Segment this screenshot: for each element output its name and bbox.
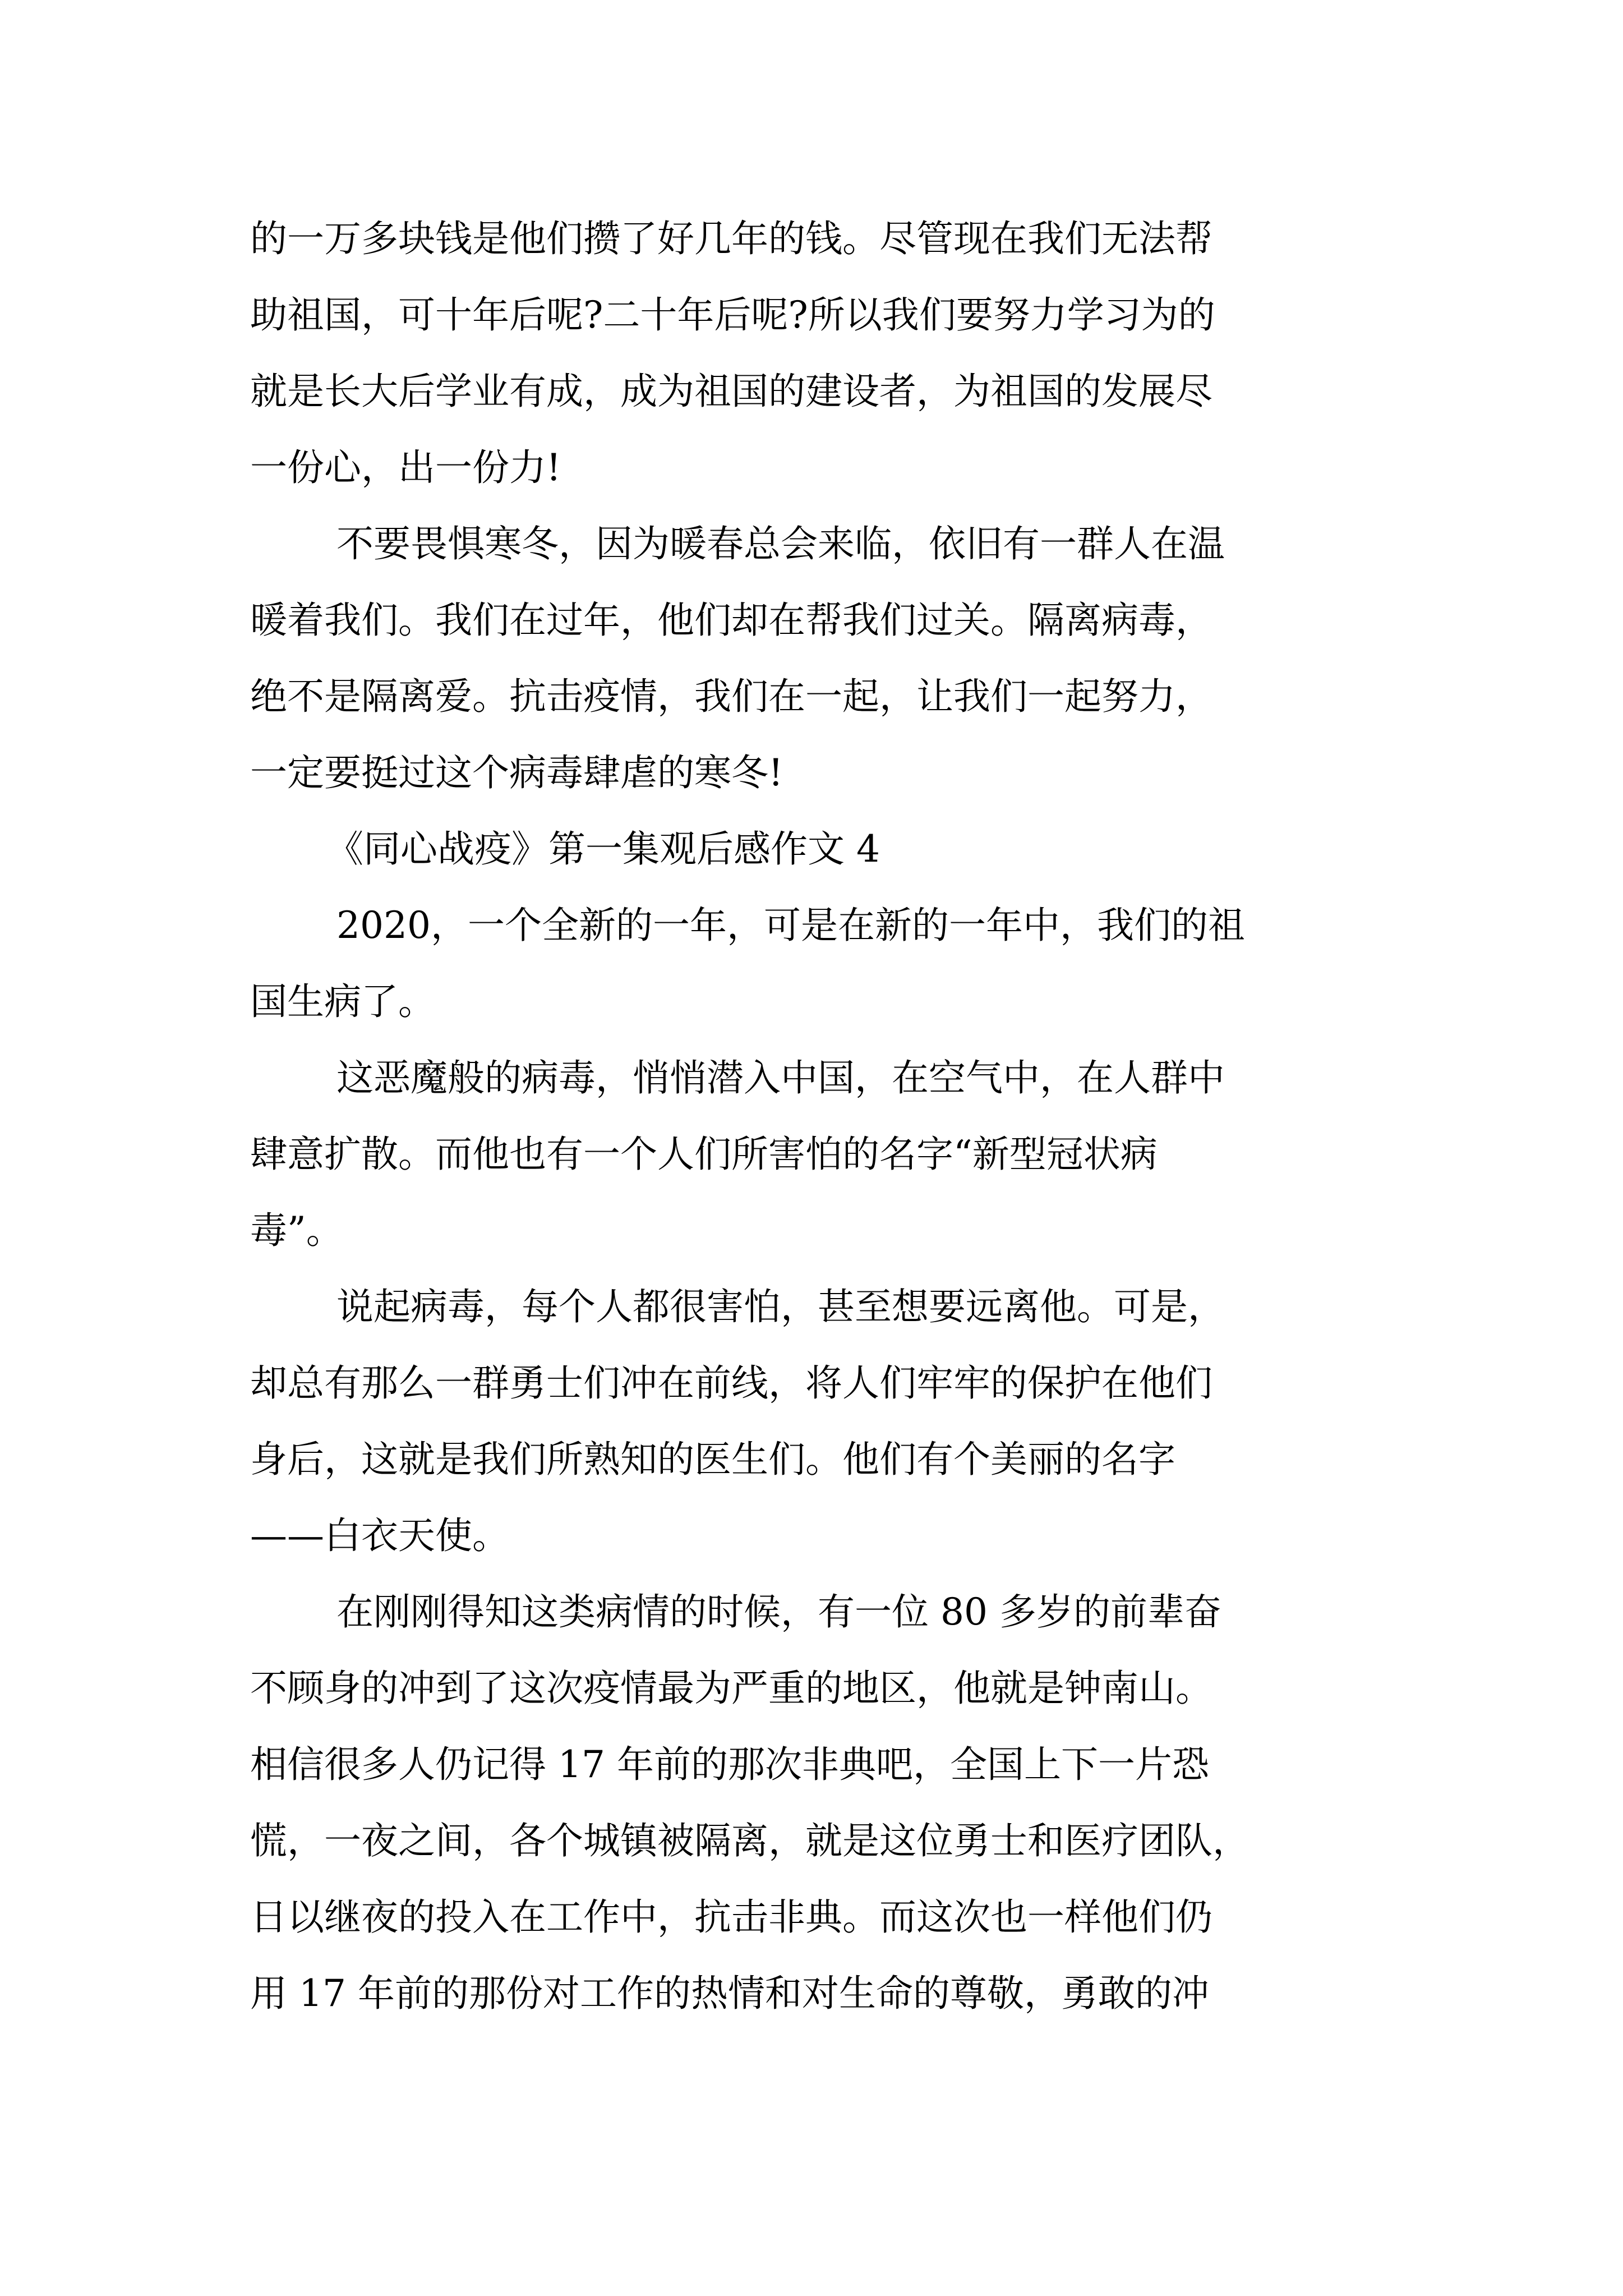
text-line: 一定要挺过这个病毒肆虐的寒冬! — [250, 751, 783, 794]
text-line: 2020，一个全新的一年，可是在新的一年中，我们的祖 — [336, 904, 1245, 947]
text-line: 日以继夜的投入在工作中，抗击非典。而这次也一样他们仍 — [250, 1895, 1212, 1939]
text-line: 绝不是隔离爱。抗击疫情，我们在一起，让我们一起努力， — [250, 675, 1212, 718]
text-line: 助祖国，可十年后呢?二十年后呢?所以我们要努力学习为的 — [250, 293, 1215, 337]
text-line: ——白衣天使。 — [250, 1514, 509, 1557]
text-line: 相信很多人仍记得 17 年前的那次非典吧，全国上下一片恐 — [250, 1743, 1209, 1786]
text-line: 国生病了。 — [250, 980, 435, 1023]
text-line: 不要畏惧寒冬，因为暖春总会来临，依旧有一群人在温 — [336, 522, 1225, 565]
text-line: 毒”。 — [250, 1209, 343, 1252]
text-line: 用 17 年前的那份对工作的热情和对生命的尊敬，勇敢的冲 — [250, 1972, 1209, 2015]
text-line: 就是长大后学业有成，成为祖国的建设者，为祖国的发展尽 — [250, 370, 1212, 413]
text-line: 的一万多块钱是他们攒了好几年的钱。尽管现在我们无法帮 — [250, 217, 1212, 260]
text-line: 慌，一夜之间，各个城镇被隔离，就是这位勇士和医疗团队， — [250, 1819, 1249, 1862]
text-line: 在刚刚得知这类病情的时候，有一位 80 多岁的前辈奋 — [336, 1590, 1221, 1634]
text-line: 这恶魔般的病毒，悄悄潜入中国，在空气中，在人群中 — [336, 1056, 1225, 1099]
text-line: 一份心，出一份力! — [250, 446, 561, 489]
text-line: 却总有那么一群勇士们冲在前线，将人们牢牢的保护在他们 — [250, 1361, 1212, 1405]
text-line: 说起病毒，每个人都很害怕，甚至想要远离他。可是， — [336, 1285, 1225, 1328]
text-line: 身后，这就是我们所熟知的医生们。他们有个美丽的名字 — [250, 1438, 1175, 1481]
text-line: 暖着我们。我们在过年，他们却在帮我们过关。隔离病毒， — [250, 599, 1212, 642]
section-heading: 《同心战疫》第一集观后感作文 4 — [326, 827, 880, 871]
text-line: 肆意扩散。而他也有一个人们所害怕的名字“新型冠状病 — [250, 1133, 1158, 1176]
text-line: 不顾身的冲到了这次疫情最为严重的地区，他就是钟南山。 — [250, 1667, 1212, 1710]
